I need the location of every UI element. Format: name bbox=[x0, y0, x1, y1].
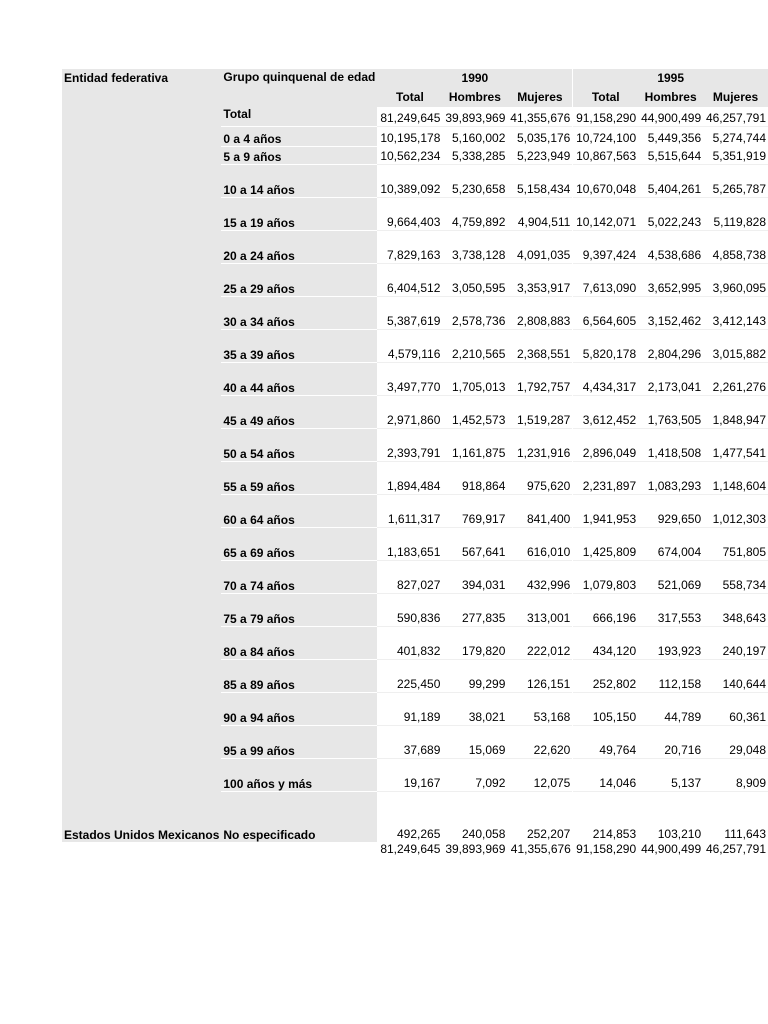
value-cell: 827,027 bbox=[377, 560, 442, 593]
value-cell: 8,909 bbox=[703, 758, 768, 791]
value-cell: 240,058 bbox=[442, 791, 507, 842]
value-cell: 841,400 bbox=[507, 494, 572, 527]
value-cell: 103,210 bbox=[638, 791, 703, 842]
value-cell: 222,012 bbox=[507, 626, 572, 659]
value-cell: 29,048 bbox=[703, 725, 768, 758]
age-group-label: 85 a 89 años bbox=[221, 659, 377, 692]
value-cell: 10,142,071 bbox=[573, 197, 638, 230]
value-cell: 1,012,303 bbox=[703, 494, 768, 527]
value-cell: 1,848,947 bbox=[703, 395, 768, 428]
value-cell: 20,716 bbox=[638, 725, 703, 758]
value-cell: 49,764 bbox=[573, 725, 638, 758]
value-cell: 1,161,875 bbox=[442, 428, 507, 461]
value-cell: 2,896,049 bbox=[573, 428, 638, 461]
value-cell: 1,452,573 bbox=[442, 395, 507, 428]
value-cell: 2,210,565 bbox=[442, 329, 507, 362]
value-cell: 193,923 bbox=[638, 626, 703, 659]
header-entidad: Entidad federativa bbox=[62, 69, 221, 107]
value-cell: 252,207 bbox=[507, 791, 572, 842]
value-cell: 492,265 bbox=[377, 791, 442, 842]
value-cell: 674,004 bbox=[638, 527, 703, 560]
value-cell: 2,231,897 bbox=[573, 461, 638, 494]
value-cell: 2,808,883 bbox=[507, 296, 572, 329]
value-cell: 12,075 bbox=[507, 758, 572, 791]
totals-row bbox=[62, 842, 768, 860]
value-cell: 1,894,484 bbox=[377, 461, 442, 494]
value-cell: 214,853 bbox=[573, 791, 638, 842]
value-cell: 5,387,619 bbox=[377, 296, 442, 329]
value-cell: 1,183,651 bbox=[377, 527, 442, 560]
value-cell: 91,158,290 bbox=[573, 107, 638, 126]
value-cell: 5,137 bbox=[638, 758, 703, 791]
total-cell: 39,893,969 bbox=[445, 842, 506, 856]
value-cell: 558,734 bbox=[703, 560, 768, 593]
value-cell: 929,650 bbox=[638, 494, 703, 527]
value-cell: 1,231,916 bbox=[507, 428, 572, 461]
value-cell: 401,832 bbox=[377, 626, 442, 659]
value-cell: 769,917 bbox=[442, 494, 507, 527]
age-group-label: 15 a 19 años bbox=[221, 197, 377, 230]
header-hombres-1990: Hombres bbox=[442, 87, 507, 107]
value-cell: 2,393,791 bbox=[377, 428, 442, 461]
total-cell: 46,257,791 bbox=[705, 842, 766, 856]
value-cell: 6,404,512 bbox=[377, 263, 442, 296]
header-total-1990: Total bbox=[377, 87, 442, 107]
value-cell: 2,578,736 bbox=[442, 296, 507, 329]
value-cell: 5,515,644 bbox=[647, 148, 702, 163]
value-cell: 38,021 bbox=[442, 692, 507, 725]
value-cell: 5,223,949 bbox=[516, 148, 571, 163]
table-row bbox=[62, 107, 768, 126]
age-group-label: 35 a 39 años bbox=[221, 329, 377, 362]
value-cell: 2,804,296 bbox=[638, 329, 703, 362]
value-cell: 3,050,595 bbox=[442, 263, 507, 296]
header-mujeres-1990: Mujeres bbox=[507, 87, 572, 107]
age-group-label: 50 a 54 años bbox=[221, 428, 377, 461]
age-group-label: 80 a 84 años bbox=[221, 626, 377, 659]
value-cell: 2,971,860 bbox=[377, 395, 442, 428]
blank-cell bbox=[221, 842, 377, 860]
value-cell: 37,689 bbox=[377, 725, 442, 758]
value-cell: 975,620 bbox=[507, 461, 572, 494]
value-cell: 1,418,508 bbox=[638, 428, 703, 461]
value-cell: 4,759,892 bbox=[442, 197, 507, 230]
total-cell: 44,900,499 bbox=[641, 842, 702, 856]
age-group-label: 30 a 34 años bbox=[221, 296, 377, 329]
header-mujeres-1995: Mujeres bbox=[703, 87, 768, 107]
age-group-label: 40 a 44 años bbox=[221, 362, 377, 395]
value-cell: 4,904,511 bbox=[507, 197, 572, 230]
value-cell: 5,160,002 bbox=[442, 126, 507, 146]
value-cell: 46,257,791 bbox=[705, 110, 766, 125]
total-cell: 41,355,676 bbox=[510, 842, 571, 856]
value-cell: 432,996 bbox=[507, 560, 572, 593]
header-year-1995: 1995 bbox=[573, 69, 768, 87]
age-group-label: 0 a 4 años bbox=[221, 126, 377, 146]
value-cell: 15,069 bbox=[442, 725, 507, 758]
value-cell: 918,864 bbox=[442, 461, 507, 494]
value-cell: 1,477,541 bbox=[703, 428, 768, 461]
value-cell: 5,265,787 bbox=[703, 164, 768, 197]
value-cell: 4,538,686 bbox=[638, 230, 703, 263]
value-cell: 1,083,293 bbox=[638, 461, 703, 494]
value-cell: 3,152,462 bbox=[638, 296, 703, 329]
value-cell: 19,167 bbox=[377, 758, 442, 791]
header-hombres-1995: Hombres bbox=[638, 87, 703, 107]
value-cell: 10,724,100 bbox=[573, 126, 638, 146]
age-group-label: 60 a 64 años bbox=[221, 494, 377, 527]
value-cell: 140,644 bbox=[703, 659, 768, 692]
header-row-years bbox=[62, 69, 768, 87]
value-cell: 225,450 bbox=[377, 659, 442, 692]
value-cell: 3,738,128 bbox=[442, 230, 507, 263]
value-cell: 44,900,499 bbox=[641, 110, 702, 125]
value-cell: 10,195,178 bbox=[377, 126, 442, 146]
value-cell: 5,338,285 bbox=[452, 148, 506, 163]
value-cell: 4,858,738 bbox=[703, 230, 768, 263]
value-cell: 14,046 bbox=[573, 758, 638, 791]
value-cell: 1,148,604 bbox=[703, 461, 768, 494]
value-cell: 1,705,013 bbox=[442, 362, 507, 395]
value-cell: 2,173,041 bbox=[638, 362, 703, 395]
value-cell: 7,613,090 bbox=[573, 263, 638, 296]
value-cell: 5,449,356 bbox=[638, 126, 703, 146]
value-cell: 60,361 bbox=[703, 692, 768, 725]
value-cell: 3,412,143 bbox=[703, 296, 768, 329]
age-group-label: 55 a 59 años bbox=[221, 461, 377, 494]
value-cell: 666,196 bbox=[573, 593, 638, 626]
value-cell: 53,168 bbox=[507, 692, 572, 725]
value-cell: 7,829,163 bbox=[377, 230, 442, 263]
value-cell: 179,820 bbox=[442, 626, 507, 659]
value-cell: 5,404,261 bbox=[638, 164, 703, 197]
value-cell: 590,836 bbox=[377, 593, 442, 626]
value-cell: 9,664,403 bbox=[377, 197, 442, 230]
value-cell: 3,015,882 bbox=[703, 329, 768, 362]
age-group-label: 95 a 99 años bbox=[221, 725, 377, 758]
value-cell: 394,031 bbox=[442, 560, 507, 593]
value-cell: 112,158 bbox=[638, 659, 703, 692]
value-cell: 3,353,917 bbox=[507, 263, 572, 296]
value-cell: 3,612,452 bbox=[573, 395, 638, 428]
value-cell: 10,389,092 bbox=[377, 164, 442, 197]
age-group-label: No especificado bbox=[221, 791, 377, 842]
value-cell: 41,355,676 bbox=[510, 110, 571, 125]
value-cell: 7,092 bbox=[442, 758, 507, 791]
age-group-label: 65 a 69 años bbox=[221, 527, 377, 560]
value-cell: 434,120 bbox=[573, 626, 638, 659]
value-cell: 111,643 bbox=[703, 791, 768, 842]
value-cell: 5,274,744 bbox=[703, 126, 768, 146]
value-cell: 4,091,035 bbox=[507, 230, 572, 263]
value-cell: 1,763,505 bbox=[638, 395, 703, 428]
value-cell: 751,805 bbox=[703, 527, 768, 560]
value-cell: 567,641 bbox=[442, 527, 507, 560]
age-group-label: 45 a 49 años bbox=[221, 395, 377, 428]
value-cell: 5,035,176 bbox=[507, 126, 572, 146]
value-cell: 317,553 bbox=[638, 593, 703, 626]
value-cell: 91,189 bbox=[377, 692, 442, 725]
value-cell: 3,497,770 bbox=[377, 362, 442, 395]
total-cell: 91,158,290 bbox=[576, 842, 637, 856]
value-cell: 3,960,095 bbox=[703, 263, 768, 296]
value-cell: 1,792,757 bbox=[507, 362, 572, 395]
age-group-label: 20 a 24 años bbox=[221, 230, 377, 263]
header-year-1990: 1990 bbox=[377, 69, 572, 87]
value-cell: 1,611,317 bbox=[377, 494, 442, 527]
value-cell: 22,620 bbox=[507, 725, 572, 758]
population-table bbox=[62, 69, 768, 860]
value-cell: 5,230,658 bbox=[442, 164, 507, 197]
age-group-label: 70 a 74 años bbox=[221, 560, 377, 593]
blank-cell bbox=[62, 842, 221, 860]
header-grupo: Grupo quinquenal de edad bbox=[221, 69, 377, 107]
value-cell: 126,151 bbox=[507, 659, 572, 692]
value-cell: 99,299 bbox=[442, 659, 507, 692]
value-cell: 3,652,995 bbox=[638, 263, 703, 296]
value-cell: 277,835 bbox=[442, 593, 507, 626]
value-cell: 5,820,178 bbox=[573, 329, 638, 362]
age-group-label: 5 a 9 años bbox=[221, 146, 377, 164]
value-cell: 5,022,243 bbox=[638, 197, 703, 230]
value-cell: 5,158,434 bbox=[507, 164, 572, 197]
value-cell: 4,434,317 bbox=[573, 362, 638, 395]
value-cell: 10,867,563 bbox=[573, 146, 638, 164]
header-total-1995: Total bbox=[573, 87, 638, 107]
value-cell: 1,519,287 bbox=[507, 395, 572, 428]
value-cell: 105,150 bbox=[573, 692, 638, 725]
value-cell: 10,562,234 bbox=[380, 148, 441, 163]
value-cell: 10,670,048 bbox=[573, 164, 638, 197]
value-cell: 1,425,809 bbox=[573, 527, 638, 560]
value-cell: 616,010 bbox=[507, 527, 572, 560]
age-group-label: 25 a 29 años bbox=[221, 263, 377, 296]
age-group-label: 90 a 94 años bbox=[221, 692, 377, 725]
value-cell: 252,802 bbox=[573, 659, 638, 692]
total-cell: 81,249,645 bbox=[380, 842, 441, 856]
value-cell: 81,249,645 bbox=[380, 110, 441, 125]
value-cell: 240,197 bbox=[703, 626, 768, 659]
entity-label: Estados Unidos Mexicanos bbox=[62, 107, 221, 842]
value-cell: 2,261,276 bbox=[703, 362, 768, 395]
value-cell: 1,941,953 bbox=[573, 494, 638, 527]
value-cell: 5,351,919 bbox=[712, 148, 766, 163]
age-group-label: 10 a 14 años bbox=[221, 164, 377, 197]
value-cell: 348,643 bbox=[703, 593, 768, 626]
value-cell: 1,079,803 bbox=[573, 560, 638, 593]
age-group-label: Total bbox=[221, 107, 377, 126]
value-cell: 5,119,828 bbox=[703, 197, 768, 230]
value-cell: 39,893,969 bbox=[445, 110, 506, 125]
value-cell: 2,368,551 bbox=[507, 329, 572, 362]
value-cell: 44,789 bbox=[638, 692, 703, 725]
value-cell: 4,579,116 bbox=[377, 329, 442, 362]
value-cell: 521,069 bbox=[638, 560, 703, 593]
value-cell: 6,564,605 bbox=[573, 296, 638, 329]
value-cell: 313,001 bbox=[507, 593, 572, 626]
age-group-label: 100 años y más bbox=[221, 758, 377, 791]
age-group-label: 75 a 79 años bbox=[221, 593, 377, 626]
value-cell: 9,397,424 bbox=[573, 230, 638, 263]
